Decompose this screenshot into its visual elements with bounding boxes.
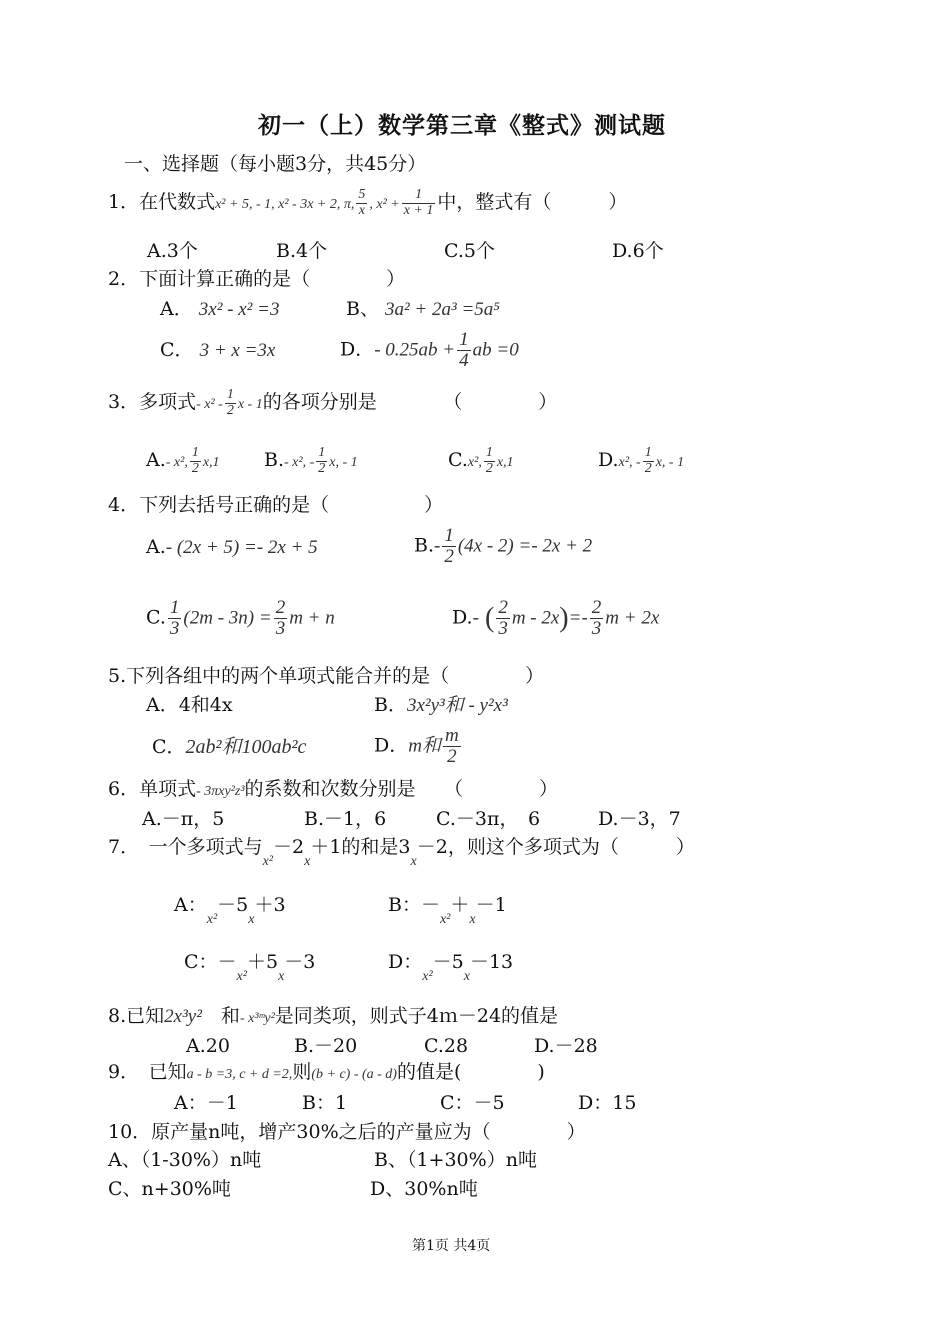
- q5-option-d[interactable]: D．m和 $\frac{m}{2}$: [374, 725, 459, 767]
- q1-option-a[interactable]: A.3个: [147, 240, 198, 262]
- q1-option-b[interactable]: B.4个: [276, 240, 328, 262]
- q9-option-c[interactable]: C：－5: [440, 1092, 505, 1114]
- question-10: 10．原产量n吨，增产30%之后的产量应为（ ）: [108, 1121, 586, 1143]
- q6-option-d[interactable]: D.－3，7: [598, 808, 681, 830]
- question-4: 4．下列去括号正确的是（ ）: [108, 494, 444, 516]
- page-title: 初一（上）数学第三章《整式》测试题: [258, 112, 666, 139]
- q3-option-c[interactable]: C.x², $\frac{1}{2}$ x,1: [448, 445, 514, 476]
- q1-option-c[interactable]: C.5个: [444, 240, 495, 262]
- q5-option-b[interactable]: B．3x²y³和 - y²x³: [374, 694, 508, 716]
- q9-option-a[interactable]: A：－1: [174, 1092, 238, 1114]
- page-footer: 第1页 共4页: [412, 1238, 491, 1254]
- q8-option-d[interactable]: D.－28: [534, 1035, 598, 1057]
- q7-option-c[interactable]: C：$-_{x^2}+5_x-3$: [184, 951, 316, 984]
- section-heading: 一、选择题（每小题3分，共45分）: [124, 153, 427, 175]
- q2-option-d[interactable]: D．- 0.25ab + $\frac{1}{4}$ ab =0: [340, 329, 519, 371]
- q8-option-c[interactable]: C.28: [424, 1035, 469, 1057]
- q7-option-a[interactable]: A：$_{x^2}-5_x+3$: [174, 894, 286, 927]
- q6-option-b[interactable]: B.－1，6: [304, 808, 387, 830]
- q4-option-d[interactable]: D.- ( $\frac{2}{3}$ m - 2x)=- $\frac{2}{3}$ m + 2x: [452, 597, 660, 639]
- q3-option-b[interactable]: B.- x², - $\frac{1}{2}$ x, - 1: [264, 445, 358, 476]
- q7-option-b[interactable]: B：$-_{x^2}+_x-1$: [388, 894, 507, 927]
- question-1: 1．在代数式x² + 5, - 1, x² - 3x + 2, π, $\frac{5}{x}$ , x² + $\frac{1}{x + 1}$ 中，整式有（ ）: [108, 187, 628, 218]
- question-5: 5.下列各组中的两个单项式能合并的是（ ）: [108, 665, 545, 687]
- question-2: 2．下面计算正确的是（ ）: [108, 268, 406, 290]
- q4-option-a[interactable]: A.- (2x + 5) =- 2x + 5: [146, 536, 318, 558]
- q5-option-a[interactable]: A．4和4x: [146, 694, 233, 716]
- q8-option-b[interactable]: B.－20: [294, 1035, 358, 1057]
- q7-option-d[interactable]: D：$_{x^2}-5_x-13$: [388, 951, 514, 984]
- q1-option-d[interactable]: D.6个: [612, 240, 664, 262]
- question-3: 3．多项式- x² - $\frac{1}{2}$ x - 1的各项分别是 （ ）: [108, 387, 558, 418]
- q10-option-d[interactable]: D、30%n吨: [370, 1178, 478, 1200]
- q4-option-b[interactable]: B.- $\frac{1}{2}$ (4x - 2) =- 2x + 2: [414, 525, 593, 567]
- question-7: 7． 一个多项式与$_{x^2}-2_x+1$的和是$3_x-2$，则这个多项式为（ ）: [108, 836, 695, 869]
- q10-option-b[interactable]: B、（1+30%）n吨: [374, 1149, 537, 1171]
- q8-option-a[interactable]: A.20: [186, 1035, 230, 1057]
- q6-option-a[interactable]: A.－π，5: [142, 808, 225, 830]
- q3-option-a[interactable]: A.- x², $\frac{1}{2}$ x,1: [146, 445, 220, 476]
- q3-option-d[interactable]: D.x², - $\frac{1}{2}$ x, - 1: [598, 445, 685, 476]
- q9-option-b[interactable]: B：1: [302, 1092, 348, 1114]
- question-8: 8.已知2x³y² 和- x³ᵐy²是同类项，则式子4ｍ－24的值是: [108, 1005, 559, 1027]
- q9-option-d[interactable]: D：15: [578, 1092, 637, 1114]
- question-9: 9． 已知a - b =3, c + d =2,则(b + c) - (a - d)的值是( ): [108, 1061, 545, 1083]
- q10-option-c[interactable]: C、n+30%吨: [108, 1178, 231, 1200]
- q2-option-b[interactable]: B、 3a² + 2a³ =5a⁵: [346, 298, 500, 320]
- q5-option-c[interactable]: C．2ab²和100ab²c: [152, 736, 307, 758]
- q2-option-a[interactable]: A． 3x² - x² =3: [160, 298, 280, 320]
- q6-option-c[interactable]: C.－3π， 6: [436, 808, 541, 830]
- q10-option-a[interactable]: A、（1-30%）n吨: [108, 1149, 262, 1171]
- q4-option-c[interactable]: C. $\frac{1}{3}$ (2m - 3n) = $\frac{2}{3}$ m + n: [146, 597, 335, 639]
- q2-option-c[interactable]: C． 3 + x =3x: [160, 339, 276, 361]
- question-6: 6．单项式- 3πxy²z³的系数和次数分别是 （ ）: [108, 778, 559, 800]
